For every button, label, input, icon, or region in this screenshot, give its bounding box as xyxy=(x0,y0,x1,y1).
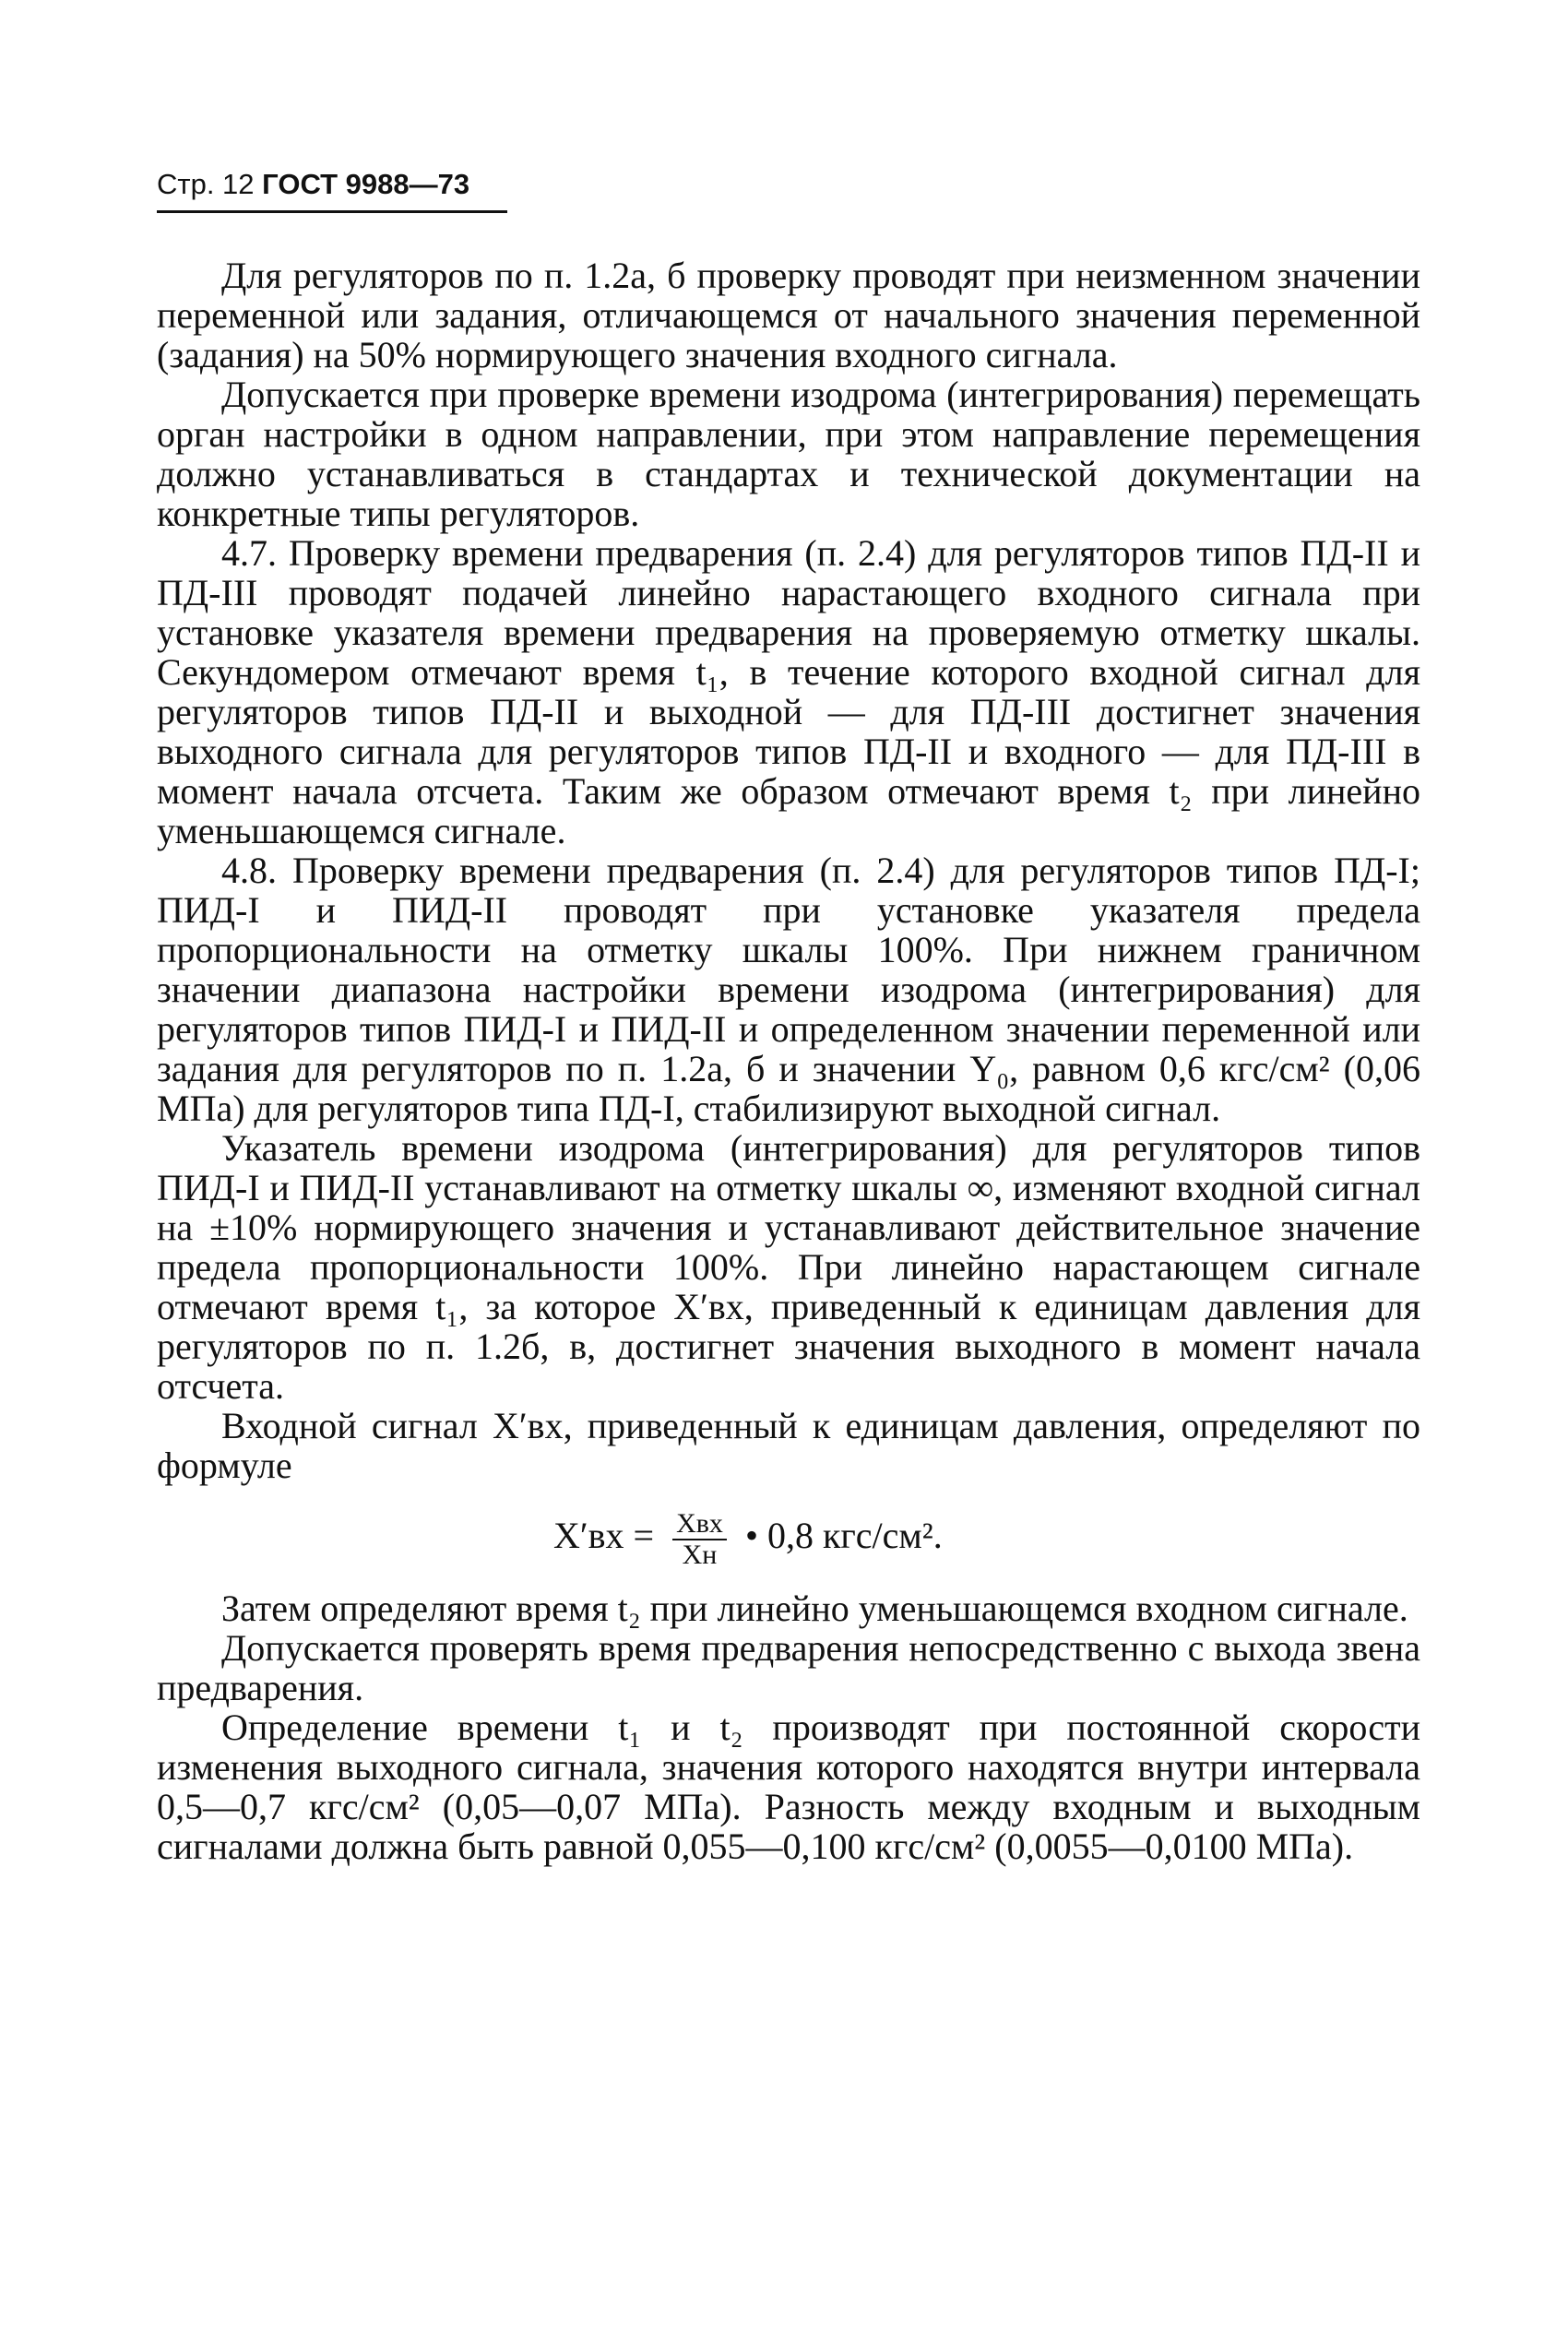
page-number: Стр. 12 xyxy=(157,168,255,200)
formula-rhs: • 0,8 кгс/см². xyxy=(744,1515,943,1557)
paragraph: Допускается при проверке времени изодрома (интегрирования) перемещать орган настройки в одном направлении, при этом направление перемещения должно устанавливаться в стандартах и технической документации на конкретные типы регуляторов. xyxy=(157,374,1420,534)
paragraph: Для регуляторов по п. 1.2а, б проверку проводят при неизменном значении переменной или задания, отличающемся от начального значения переменной (задания) на 50% нормирующего значения входного сигнала. xyxy=(157,255,1420,375)
formula-numerator: Xвх xyxy=(672,1509,727,1540)
paragraph: Входной сигнал X′вх, приведенный к единицам давления, определяют по формуле xyxy=(157,1405,1420,1486)
paragraph-4-8: 4.8. Проверку времени предварения (п. 2.4) для регуляторов типов ПД-I; ПИД-I и ПИД-II проводят при установке указателя предела пропорциональности на отметку шкалы 100%. При нижнем граничном значении диапазона настройки времени изодрома (интегрирования) для регуляторов типов ПИД-I и ПИД-II и определенном значении переменной или задания для регуляторов по п. 1.2а, б и значении Y₀, равном 0,6 кгс/см² (0,06 МПа) для регуляторов типа ПД-I, стабилизируют выходной сигнал. xyxy=(157,850,1420,1129)
paragraph: Определение времени t₁ и t₂ производят при постоянной скорости изменения выходного сигнала, значения которого находятся внутри интервала 0,5—0,7 кгс/см² (0,05—0,07 МПа). Разность между входным и выходным сигналами должна быть равной 0,055—0,100 кгс/см² (0,0055—0,0100 МПа). xyxy=(157,1707,1420,1867)
paragraph: Затем определяют время t₂ при линейно уменьшающемся входном сигнале. xyxy=(221,1588,1408,1629)
paragraph: Допускается проверять время предварения непосредственно с выхода звена предварения. xyxy=(157,1627,1420,1708)
page-header xyxy=(157,166,507,213)
formula-denominator: Xн xyxy=(682,1540,718,1570)
formula xyxy=(157,1509,1420,1570)
document-page xyxy=(157,166,1420,1866)
paragraph: Указатель времени изодрома (интегрирования) для регуляторов типов ПИД-I и ПИД-II устанавливают на отметку шкалы ∞, изменяют входной сигнал на ±10% нормирующего значения и устанавливают действительное значение предела пропорциональности 100%. При линейно нарастающем сигнале отмечают время t₁, за которое X′вх, приведенный к единицам давления для регуляторов по п. 1.2б, в, достигнет значения выходного в момент начала отсчета. xyxy=(157,1127,1420,1407)
formula-fraction xyxy=(672,1509,727,1570)
formula-lhs: X′вх = xyxy=(553,1515,655,1557)
standard-number: ГОСТ 9988—73 xyxy=(262,168,470,200)
paragraph-4-7: 4.7. Проверку времени предварения (п. 2.4) для регуляторов типов ПД-II и ПД-III проводят подачей линейно нарастающего входного сигнала при установке указателя времени предварения на проверяемую отметку шкалы. Секундомером отмечают время t₁, в течение которого входной сигнал для регуляторов типов ПД-II и выходной — для ПД-III достигнет значения выходного сигнала для регуляторов типов ПД-II и входного — для ПД-III в момент начала отсчета. Таким же образом отмечают время t₂ при линейно уменьшающемся сигнале. xyxy=(157,532,1420,851)
document-body xyxy=(157,256,1420,1866)
